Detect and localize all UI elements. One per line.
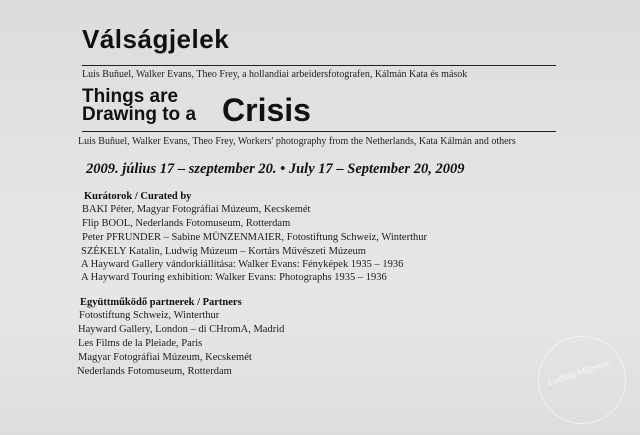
curator-line: A Hayward Gallery vándorkiállítása: Walker Evans: Fényképek 1935 – 1936 xyxy=(81,259,404,270)
curator-line: Flip BOOL, Nederlands Fotomuseum, Rotterdam xyxy=(82,218,291,229)
title-english-line2: Drawing to a xyxy=(82,104,197,125)
curator-line: Peter PFRUNDER – Sabine MÜNZENMAIER, Fotostiftung Schweiz, Winterthur xyxy=(82,232,427,243)
partner-line: Magyar Fotográfiai Múzeum, Kecskemét xyxy=(78,352,252,363)
partner-line: Les Films de la Pleiade, Paris xyxy=(78,338,203,349)
curator-line: SZÉKELY Katalin, Ludwig Múzeum – Kortárs Művészeti Múzeum xyxy=(81,246,366,257)
watermark-text: Ludwig Múzeum xyxy=(546,357,613,388)
title-english-line1: Things are xyxy=(82,86,179,107)
curator-line: BAKI Péter, Magyar Fotográfiai Múzeum, Kecskemét xyxy=(82,204,311,215)
curator-line: A Hayward Touring exhibition: Walker Evans: Photographs 1935 – 1936 xyxy=(81,272,387,283)
partners-heading: Együttműködő partnerek / Partners xyxy=(80,297,242,308)
title-english-crisis: Crisis xyxy=(222,92,311,128)
subtitle-hungarian: Luis Buñuel, Walker Evans, Theo Frey, a hollandiai arbeidersfotografen, Kálmán Kata és mások xyxy=(82,69,468,80)
subtitle-english: Luis Buñuel, Walker Evans, Theo Frey, Workers' photography from the Netherlands, Kata Kálmán and others xyxy=(78,136,516,147)
exhibition-dates: 2009. július 17 – szeptember 20. • July 17 – September 20, 2009 xyxy=(86,161,465,177)
watermark-stamp xyxy=(527,325,638,435)
curators-heading: Kurátorok / Curated by xyxy=(84,191,192,202)
partner-line: Hayward Gallery, London – di CHromA, Madrid xyxy=(78,324,285,335)
title-rule-english xyxy=(82,131,556,132)
partner-line: Fotostiftung Schweiz, Winterthur xyxy=(79,310,220,321)
title-hungarian: Válságjelek xyxy=(82,24,230,54)
title-rule-hungarian xyxy=(82,65,556,66)
partner-line: Nederlands Fotomuseum, Rotterdam xyxy=(77,366,232,377)
